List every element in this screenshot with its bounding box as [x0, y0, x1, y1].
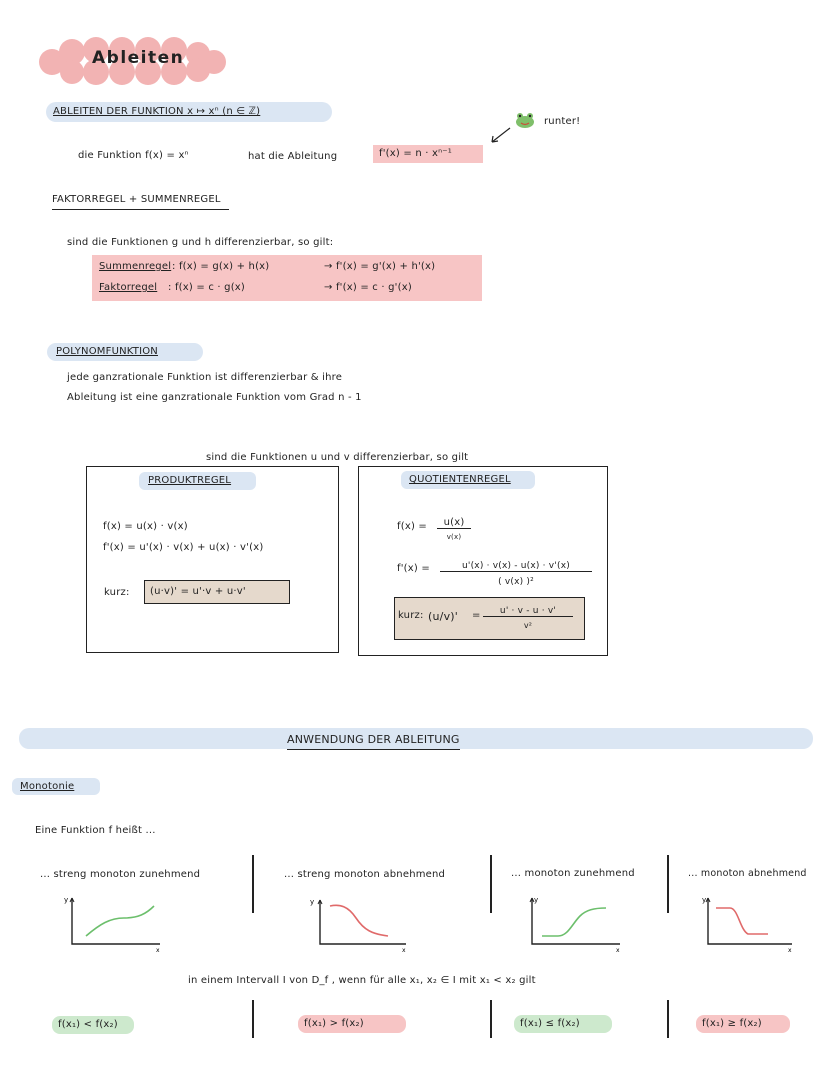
quotientenregel-kurz-label: kurz:: [398, 610, 424, 621]
column-divider: [252, 1000, 254, 1038]
axis-y-label: y: [702, 896, 707, 904]
graph-streng-zunehmend: [62, 894, 166, 954]
monotonie-header: Monotonie: [20, 781, 75, 792]
page-title: Ableiten: [92, 48, 185, 68]
polynom-line-1: jede ganzrationale Funktion ist differenzierbar & ihre: [67, 372, 343, 383]
axis-x-label: x: [156, 947, 160, 954]
rules-intro: sind die Funktionen u und v differenzierbar, so gilt: [206, 452, 469, 463]
column-divider: [490, 1000, 492, 1038]
column-divider: [490, 855, 492, 913]
quotientenregel-fp-denominator: ( v(x) )²: [498, 577, 534, 587]
faktorregel-label: Faktorregel: [99, 282, 158, 293]
quotientenregel-kurz-eq: =: [472, 610, 481, 621]
axis-y-label: y: [64, 896, 69, 904]
condition-zunehmend: f(x₁) ≤ f(x₂): [514, 1015, 612, 1033]
quotientenregel-header: QUOTIENTENREGEL: [409, 474, 511, 485]
condition-streng-abnehmend: f(x₁) > f(x₂): [298, 1015, 406, 1033]
quotientenregel-f-denominator: v(x): [446, 533, 462, 541]
column-divider: [252, 855, 254, 913]
axis-y-label: y: [310, 898, 315, 906]
graph-monoton-abnehmend: [700, 894, 804, 954]
case-label-abnehmend: ... monoton abnehmend: [688, 868, 807, 879]
produktregel-fp: f'(x) = u'(x) · v(x) + u(x) · v'(x): [103, 542, 264, 553]
faktorregel-lhs: : f(x) = c · g(x): [168, 282, 246, 293]
condition-abnehmend: f(x₁) ≥ f(x₂): [696, 1015, 790, 1033]
quotientenregel-f-label: f(x) =: [397, 521, 427, 532]
quotientenregel-kurz-lhs: (u/v)': [428, 610, 458, 623]
axis-x-label: x: [402, 947, 406, 954]
interval-condition: in einem Intervall I von D_f , wenn für alle x₁, x₂ ∈ I mit x₁ < x₂ gilt: [188, 975, 536, 986]
power-rule-text-b: hat die Ableitung: [248, 151, 338, 162]
runter-note: runter!: [544, 116, 581, 127]
column-divider: [667, 855, 669, 913]
polynom-header: POLYNOMFUNKTION: [56, 346, 158, 357]
graph-monoton-zunehmend: [522, 894, 626, 954]
case-label-zunehmend: ... monoton zunehmend: [511, 868, 635, 879]
power-rule-derivative: f'(x) = n · xⁿ⁻¹: [373, 145, 483, 163]
power-rule-text-a: die Funktion f(x) = xⁿ: [78, 150, 189, 161]
produktregel-f: f(x) = u(x) · v(x): [103, 521, 188, 532]
factor-sum-intro: sind die Funktionen g und h differenzierbar, so gilt:: [67, 237, 334, 248]
summenregel-label: Summenregel: [99, 261, 172, 272]
faktorregel-rhs: → f'(x) = c · g'(x): [324, 282, 412, 293]
frog-icon: [514, 110, 536, 130]
quotientenregel-f-numerator: u(x): [437, 517, 471, 529]
summenregel-lhs: : f(x) = g(x) + h(x): [172, 261, 270, 272]
graph-streng-abnehmend: [306, 894, 410, 954]
produktregel-kurz: (u·v)' = u'·v + u·v': [144, 580, 290, 604]
produktregel-kurz-label: kurz:: [104, 587, 130, 598]
condition-streng-zunehmend: f(x₁) < f(x₂): [52, 1016, 134, 1034]
quotientenregel-fp-numerator: u'(x) · v(x) - u(x) · v'(x): [440, 561, 592, 572]
axis-y-label: y: [534, 896, 539, 904]
axis-x-label: x: [788, 947, 792, 954]
produktregel-box: [86, 466, 339, 653]
case-label-streng-abnehmend: ... streng monoton abnehmend: [284, 869, 446, 880]
produktregel-header: PRODUKTREGEL: [148, 475, 232, 486]
column-divider: [667, 1000, 669, 1038]
application-header: ANWENDUNG DER ABLEITUNG: [287, 733, 460, 750]
power-rule-header: ABLEITEN DER FUNKTION x ↦ xⁿ (n ∈ ℤ): [53, 106, 261, 117]
quotientenregel-kurz-numerator: u' · v - u · v': [483, 606, 573, 617]
factor-sum-header: FAKTORREGEL + SUMMENREGEL: [52, 194, 229, 210]
arrow-icon: [488, 126, 512, 144]
monotonie-intro: Eine Funktion f heißt ...: [35, 825, 156, 836]
summenregel-rhs: → f'(x) = g'(x) + h'(x): [324, 261, 436, 272]
polynom-line-2: Ableitung ist eine ganzrationale Funktion vom Grad n - 1: [67, 392, 362, 403]
axis-x-label: x: [616, 947, 620, 954]
quotientenregel-fp-label: f'(x) =: [397, 563, 430, 574]
quotientenregel-kurz-denominator: v²: [523, 621, 533, 630]
case-label-streng-zunehmend: ... streng monoton zunehmend: [40, 869, 201, 880]
